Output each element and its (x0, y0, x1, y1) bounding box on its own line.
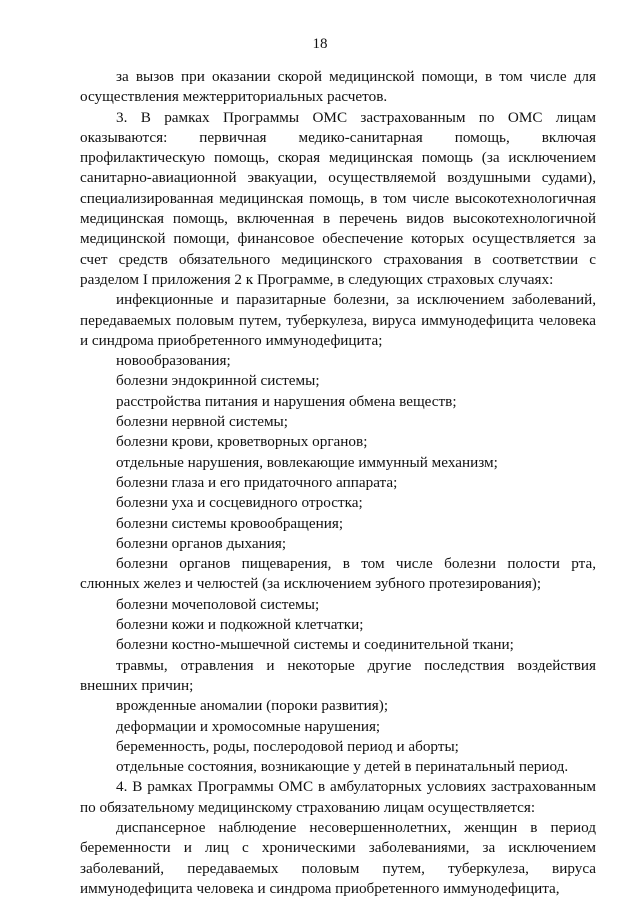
list-item-musculoskeletal: болезни костно-мышечной системы и соединительной ткани; (116, 636, 514, 654)
list-item-neoplasms: новообразования; (116, 352, 231, 370)
list-item-skin: болезни кожи и подкожной клетчатки; (116, 616, 364, 634)
list-item-blood: болезни крови, кроветворных органов; (116, 433, 368, 451)
list-item-immune: отдельные нарушения, вовлекающие иммунный механизм; (116, 453, 498, 471)
list-item-circulatory: болезни системы кровообращения; (116, 514, 344, 532)
list-item-digestive: болезни органов пищеварения, в том числе болезни полости рта, слюнных желез и челюстей (за исключением зубного протезирования); (80, 555, 596, 593)
list-item-nervous: болезни нервной системы; (116, 413, 288, 431)
list-item-congenital: врожденные аномалии (пороки развития); (116, 697, 389, 715)
list-item-respiratory: болезни органов дыхания; (116, 534, 287, 552)
list-item-pregnancy: беременность, роды, послеродовой период и аборты; (116, 737, 459, 755)
list-item-endocrine: болезни эндокринной системы; (116, 372, 320, 390)
list-item-ear: болезни уха и сосцевидного отростка; (116, 494, 363, 512)
paragraph-continuation: за вызов при оказании скорой медицинской помощи, в том числе для осуществления межтерриториальных расчетов. (80, 68, 596, 106)
list-item-nutrition: расстройства питания и нарушения обмена веществ; (116, 392, 457, 410)
document-body (80, 67, 596, 899)
paragraph-dispensary: диспансерное наблюдение несовершеннолетних, женщин в период беременности и лиц с хроническими заболеваниями, за исключением заболеваний, передаваемых половым путем, туберкулеза, вируса иммунодефицита человека и синдрома приобретенного иммунодефицита, (80, 818, 596, 897)
page-number: 18 (312, 36, 328, 52)
paragraph-item-3: 3. В рамках Программы ОМС застрахованным по ОМС лицам оказываются: первичная медико-санитарная помощь, включая профилактическую помощь, скорая медицинская помощь (за исключением санитарно-авиационной эвакуации, осуществляемой воздушными судами), специализированная медицинская помощь, в том числе высокотехнологичная медицинская помощь, включенная в перечень видов высокотехнологичной медицинской помощи, финансовое обеспечение которых осуществляется за счет средств обязательного медицинского страхования в соответствии с разделом I приложения 2 к Программе, в следующих страховых случаях: (80, 108, 596, 288)
list-item-injuries: травмы, отравления и некоторые другие последствия воздействия внешних причин; (80, 656, 596, 694)
list-item-eye: болезни глаза и его придаточного аппарата; (116, 473, 398, 491)
list-item-chromosomal: деформации и хромосомные нарушения; (116, 717, 381, 735)
paragraph-item-4: 4. В рамках Программы ОМС в амбулаторных условиях застрахованным по обязательному медицинскому страхованию лицам осуществляется: (80, 778, 596, 816)
list-item-genitourinary: болезни мочеполовой системы; (116, 595, 320, 613)
list-item-perinatal: отдельные состояния, возникающие у детей в перинатальный период. (116, 758, 569, 776)
list-item-infectious: инфекционные и паразитарные болезни, за исключением заболеваний, передаваемых половым путем, туберкулеза, вируса иммунодефицита человека и синдрома приобретенного иммунодефицита; (80, 291, 596, 349)
